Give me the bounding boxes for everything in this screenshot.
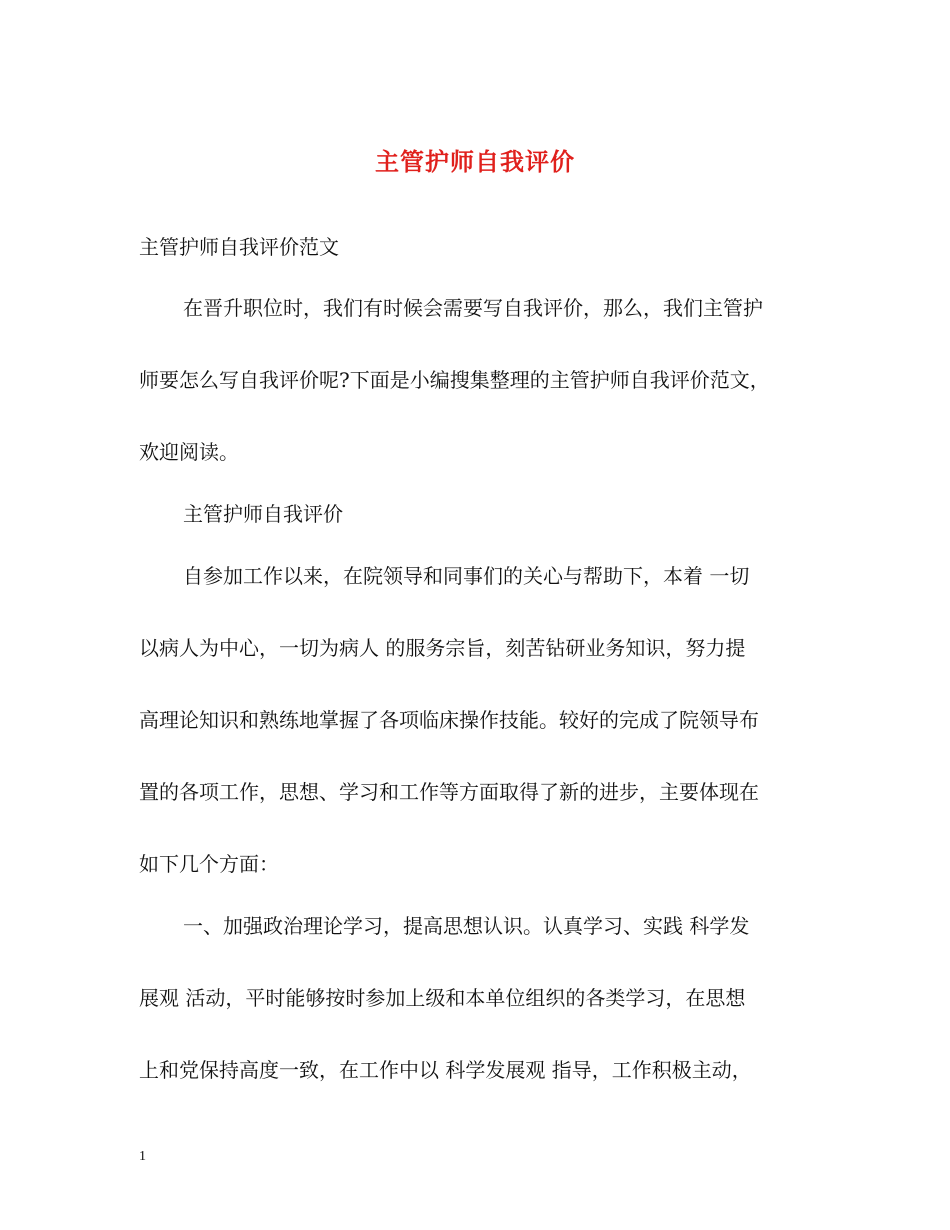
section-heading: 主管护师自我评价 — [183, 502, 343, 526]
paragraph-line: 展观 活动，平时能够按时参加上级和本单位组织的各类学习，在思想 — [139, 986, 746, 1010]
paragraph-line: 在晋升职位时，我们有时候会需要写自我评价，那么，我们主管护 — [183, 296, 763, 320]
paragraph-line: 师要怎么写自我评价呢?下面是小编搜集整理的主管护师自我评价范文， — [139, 368, 770, 392]
document-title: 主管护师自我评价 — [375, 147, 575, 176]
paragraph-line: 如下几个方面： — [139, 852, 279, 876]
paragraph-line: 一、加强政治理论学习，提高思想认识。认真学习、实践 科学发 — [183, 914, 750, 938]
paragraph-line: 自参加工作以来，在院领导和同事们的关心与帮助下，本着 一切 — [183, 564, 750, 588]
paragraph-line: 欢迎阅读。 — [139, 440, 239, 464]
page-number: 1 — [139, 1149, 146, 1164]
paragraph-line: 上和党保持高度一致，在工作中以 科学发展观 指导，工作积极主动， — [139, 1058, 752, 1082]
document-subtitle: 主管护师自我评价范文 — [139, 235, 339, 259]
paragraph-line: 高理论知识和熟练地掌握了各项临床操作技能。较好的完成了院领导布 — [139, 708, 759, 732]
paragraph-line: 以病人为中心，一切为病人 的服务宗旨，刻苦钻研业务知识，努力提 — [139, 636, 746, 660]
paragraph-line: 置的各项工作，思想、学习和工作等方面取得了新的进步，主要体现在 — [139, 780, 759, 804]
